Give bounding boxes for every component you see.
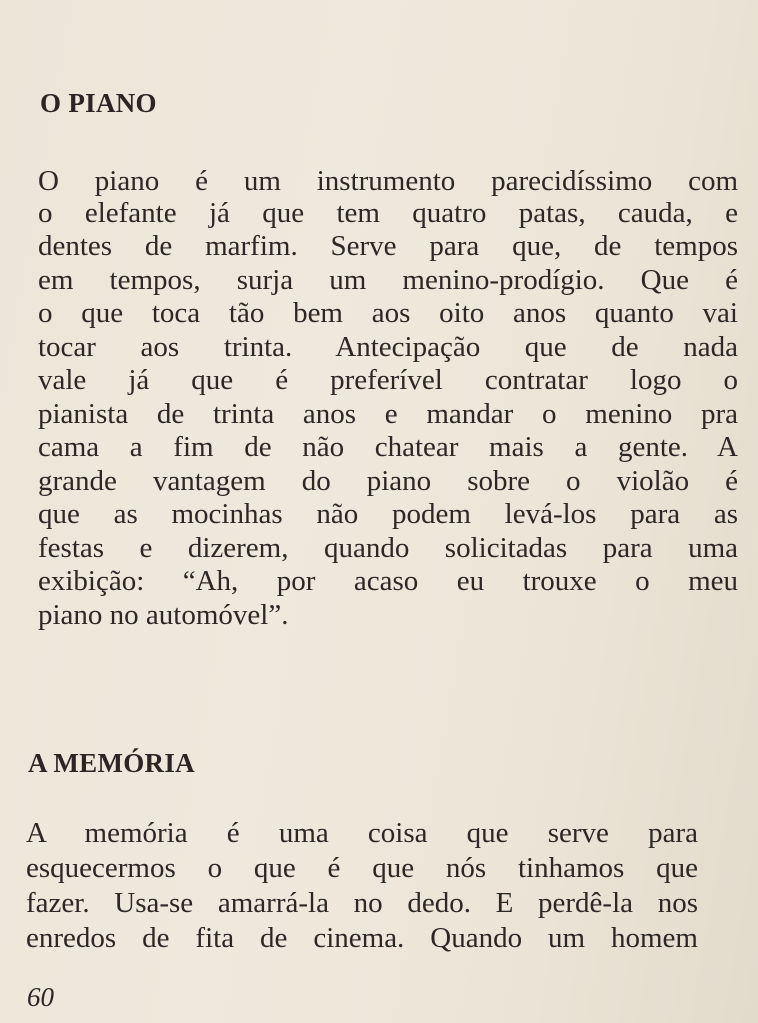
- text-line: A memória é uma coisa que serve para: [26, 817, 698, 849]
- page-number: 60: [27, 982, 54, 1012]
- text-line: grande vantagem do piano sobre o violão é: [38, 464, 738, 497]
- text-line: piano no automóvel”.: [38, 598, 289, 631]
- text-line: fazer. Usa-se amarrá-la no dedo. E perdê-la nos: [26, 887, 698, 919]
- text-line: O piano é um instrumento parecidíssimo com: [38, 165, 738, 197]
- text-line: festas e dizerem, quando solicitadas para uma: [38, 531, 738, 564]
- text-line: pianista de trinta anos e mandar o menino pra: [38, 397, 738, 430]
- text-line: em tempos, surja um menino-prodígio. Que é: [38, 263, 738, 296]
- text-line: dentes de marfim. Serve para que, de tempos: [38, 230, 738, 262]
- text-line: tocar aos trinta. Antecipação que de nada: [38, 330, 738, 363]
- text-line: exibição: “Ah, por acaso eu trouxe o meu: [38, 565, 738, 597]
- text-line: enredos de fita de cinema. Quando um homem: [26, 922, 698, 954]
- text-line: que as mocinhas não podem levá-los para as: [38, 498, 738, 530]
- text-line: vale já que é preferível contratar logo o: [38, 364, 738, 396]
- text-line: o que toca tão bem aos oito anos quanto vai: [38, 297, 738, 329]
- text-line: esquecermos o que é que nós tinhamos que: [26, 852, 698, 884]
- text-line: cama a fim de não chatear mais a gente. A: [38, 431, 738, 463]
- paragraph-memoria: [26, 816, 698, 956]
- paragraph-piano: [38, 163, 738, 632]
- section-heading-piano: O PIANO: [40, 88, 157, 118]
- section-heading-memoria: A MEMÓRIA: [28, 748, 195, 778]
- text-line: o elefante já que tem quatro patas, cauda, e: [38, 196, 738, 229]
